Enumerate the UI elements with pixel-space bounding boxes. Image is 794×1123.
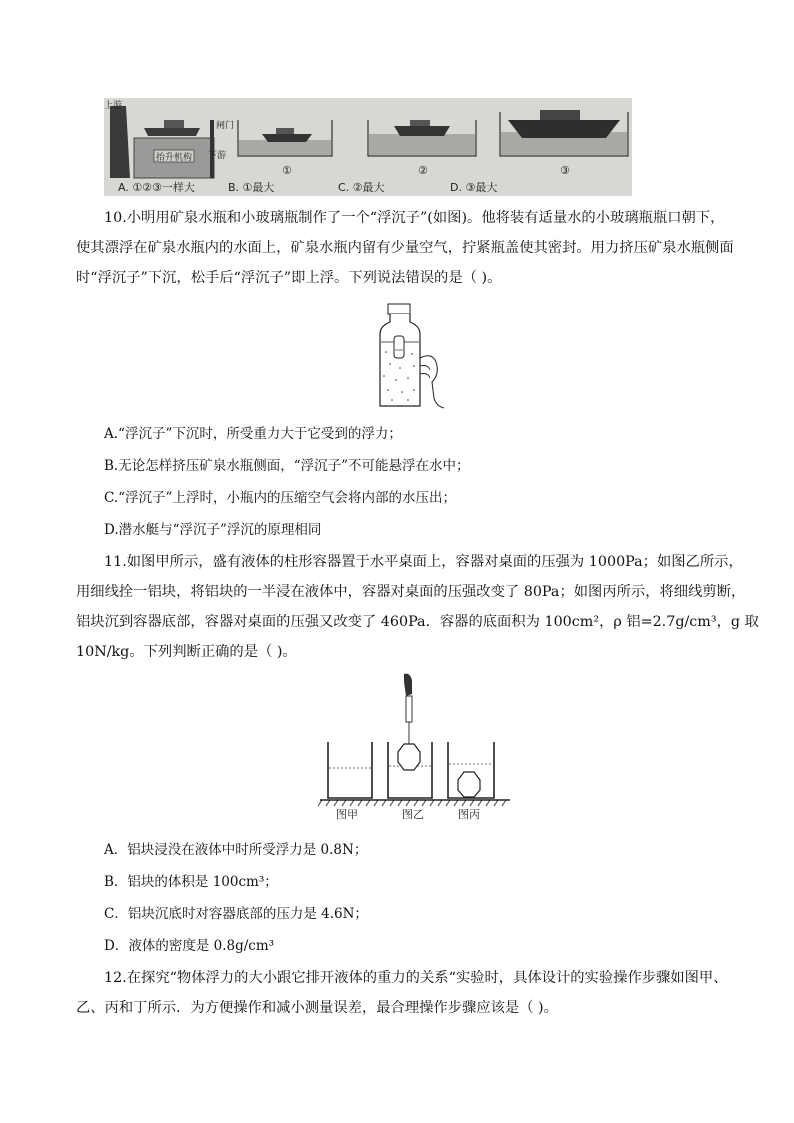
gate-label: 闸门 [216,121,235,131]
lift-label: 抬升机构 [156,153,193,163]
cartesian-diver-figure [370,302,446,410]
panel-number-3: ③ [560,164,570,177]
q12-line-1: 12.在探究“物体浮力的大小跟它排开液体的重力的关系“实验时，具体设计的实验操作步骤如图甲、 [104,970,728,986]
panel-number-1: ① [282,164,292,177]
q11-option-b: B．铝块的体积是 100cm³； [104,874,278,890]
q10-option-b: B.无论怎样挤压矿泉水瓶侧面，“浮沉子”不可能悬浮在水中； [104,458,470,474]
q11-line-2: 用细线拴一铝块，将铝块的一半浸在液体中，容器对桌面的压强改变了 80Pa；如图丙所示，将细线剪断， [76,584,746,600]
fig-label-jia: 图甲 [336,808,358,821]
fig-label-bing: 图丙 [458,808,480,821]
q10-option-c: C.“浮沉子”上浮时，小瓶内的压缩空气会将内部的水压出； [104,490,456,506]
panel-number-2: ② [418,164,428,177]
downstream-label: 下游 [208,151,227,161]
q11-option-c: C．铝块沉底时对容器底部的压力是 4.6N； [104,906,368,922]
q11-line-4: 10N/kg。下列判断正确的是（ )。 [76,644,297,660]
upstream-label: 上游 [104,101,123,111]
ship-option-d: D. ③最大 [450,181,498,194]
q11-option-a: A．铝块浸没在液体中时所受浮力是 0.8N； [104,842,368,858]
aluminum-block-figure [318,672,512,822]
fig-label-yi: 图乙 [402,808,424,821]
q10-line-3: 时“浮沉子”下沉，松手后“浮沉子”即上浮。下列说法错误的是（ )。 [76,270,502,286]
ship-lift-figure [104,98,632,196]
q12-line-2: 乙、丙和丁所示．为方便操作和减小测量误差，最合理操作步骤应该是（ )。 [76,1000,558,1016]
ship-option-a: A. ①②③一样大 [118,181,195,194]
q10-line-2: 使其漂浮在矿泉水瓶内的水面上，矿泉水瓶内留有少量空气，拧紧瓶盖使其密封。用力挤压矿泉水瓶侧面 [76,240,734,256]
q11-line-3: 铝块沉到容器底部，容器对桌面的压强又改变了 460Pa．容器的底面积为 100cm²，ρ 铝=2.7g/cm³，g 取 [76,614,759,630]
q10-line-1: 10.小明用矿泉水瓶和小玻璃瓶制作了一个“浮沉子”(如图)。他将装有适量水的小玻璃瓶瓶口朝下， [104,210,725,226]
ship-option-b: B. ①最大 [228,181,275,194]
q10-option-d: D.潜水艇与“浮沉子”浮沉的原理相同 [104,522,322,538]
q11-line-1: 11.如图甲所示，盛有液体的柱形容器置于水平桌面上，容器对桌面的压强为 1000Pa；如图乙所示， [104,554,743,570]
q10-option-a: A.“浮沉子”下沉时，所受重力大于它受到的浮力； [104,426,402,442]
q11-option-d: D．液体的密度是 0.8g/cm³ [104,938,275,954]
ship-option-c: C. ②最大 [338,181,385,194]
